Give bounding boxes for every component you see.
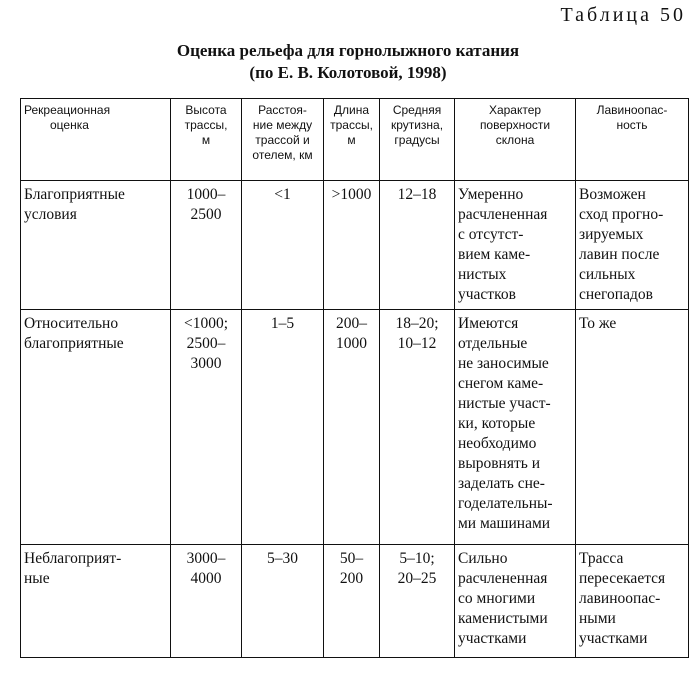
- cell-surface: Имеются отдельные не заносимые снегом камe- нистые участ- ки, которые необходимо выровнять и заделать сне- годелательны- ми машинами: [455, 310, 576, 545]
- cell-height: <1000; 2500– 3000: [171, 310, 242, 545]
- header-avalanche-danger: Лавиноопас- ность: [576, 99, 689, 181]
- title-line-1: Оценка рельефа для горнолыжного катания: [176, 41, 520, 60]
- cell-steepness: 5–10; 20–25: [380, 545, 455, 658]
- cell-length: >1000: [324, 181, 380, 310]
- cell-avalanche: Трасса пересекается лавиноопас- ными участками: [576, 545, 689, 658]
- table-row: [21, 181, 689, 310]
- title-line-2: (по Е. В. Колотовой, 1998): [249, 63, 447, 82]
- cell-surface: Умеренно расчлененная с отсутст- вием каме- нистых участков: [455, 181, 576, 310]
- header-average-steepness: Средняя крутизна, градусы: [380, 99, 455, 181]
- table-number: Таблица 50: [560, 4, 686, 26]
- header-track-length: Длина трассы, м: [324, 99, 380, 181]
- cell-height: 1000– 2500: [171, 181, 242, 310]
- cell-length: 200– 1000: [324, 310, 380, 545]
- cell-assessment: Неблагоприят- ные: [21, 545, 171, 658]
- cell-length: 50– 200: [324, 545, 380, 658]
- header-slope-surface: Характер поверхности склона: [455, 99, 576, 181]
- table-row: [21, 545, 689, 658]
- cell-steepness: 12–18: [380, 181, 455, 310]
- table-title: [0, 40, 696, 84]
- cell-steepness: 18–20; 10–12: [380, 310, 455, 545]
- relief-assessment-table: [20, 98, 689, 658]
- cell-assessment: Благоприятные условия: [21, 181, 171, 310]
- cell-avalanche: Возможен сход прогно- зируемых лавин после сильных снегопадов: [576, 181, 689, 310]
- cell-surface: Сильно расчлененная со многими каменистыми участками: [455, 545, 576, 658]
- cell-distance: <1: [242, 181, 324, 310]
- header-distance-to-hotel: Расстоя- ние между трассой и отелем, км: [242, 99, 324, 181]
- cell-assessment: Относительно благоприятные: [21, 310, 171, 545]
- table-header-row: [21, 99, 689, 181]
- table-row: [21, 310, 689, 545]
- cell-avalanche: То же: [576, 310, 689, 545]
- header-recreational-assessment: Рекреационная оценка: [21, 99, 171, 181]
- header-track-height: Высота трассы, м: [171, 99, 242, 181]
- cell-height: 3000– 4000: [171, 545, 242, 658]
- cell-distance: 5–30: [242, 545, 324, 658]
- cell-distance: 1–5: [242, 310, 324, 545]
